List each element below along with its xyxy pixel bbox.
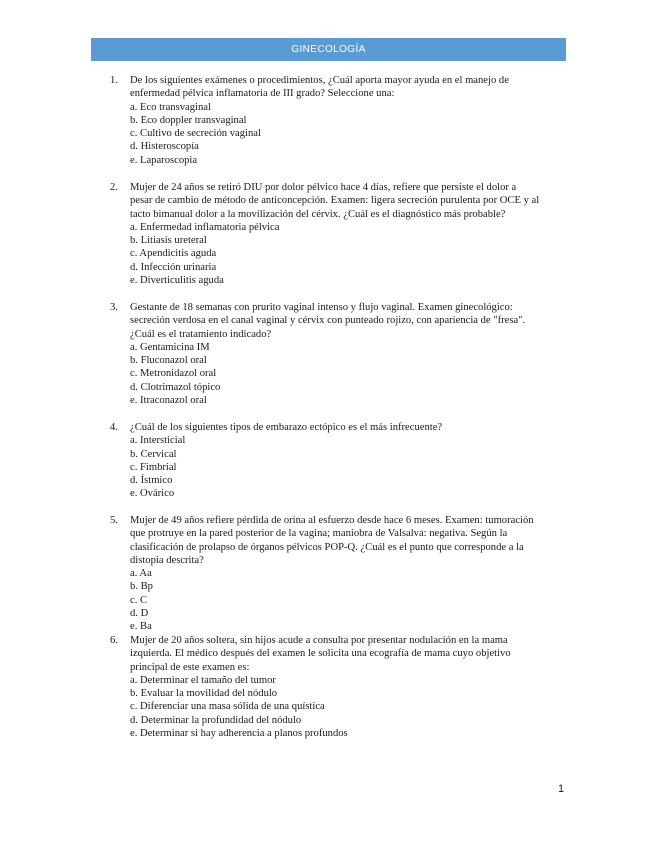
option-d: d. Histeroscopía	[130, 141, 199, 153]
option-d: d. Clotrimazol tópico	[130, 381, 221, 393]
option-c: c. Diferenciar una masa sólida de una quística	[130, 701, 325, 713]
option-b: b. Cervical	[130, 448, 177, 460]
option-c: c. Fimbrial	[130, 461, 177, 473]
question-number: 6.	[110, 635, 118, 646]
question-number: 5.	[110, 515, 118, 526]
option-b: b. Litiasis ureteral	[130, 235, 207, 247]
option-c: c. Cultivo de secreción vaginal	[130, 128, 261, 140]
option-b: b. Fluconazol oral	[130, 355, 207, 367]
option-d: d. D	[130, 608, 149, 620]
option-c: c. C	[130, 594, 148, 606]
option-a: a. Intersticial	[130, 435, 186, 447]
option-a: a. Eco transvaginal	[130, 101, 211, 113]
question-4	[110, 421, 540, 501]
option-a: a. Determinar el tamaño del tumor	[130, 674, 276, 686]
question-6	[110, 634, 540, 740]
question-number: 4.	[110, 422, 118, 433]
option-a: a. Aa	[130, 568, 152, 580]
option-a: a. Gentamicina IM	[130, 341, 210, 353]
option-c: c. Metronidazol oral	[130, 368, 217, 380]
option-b: b. Bp	[130, 581, 153, 593]
option-a: a. Enfermedad inflamatoria pélvica	[130, 221, 280, 233]
question-text: ¿Cuál de los siguientes tipos de embarazo ectópico es el más infrecuente?	[130, 422, 443, 433]
option-e: e. Itraconazol oral	[130, 395, 207, 407]
option-b: b. Eco doppler transvaginal	[130, 114, 247, 126]
question-text: Mujer de 24 años se retiró DIU por dolor pélvico hace 4 días, refiere que persiste el dolor a pesar de cambio de método de anticoncepción. Examen: ligera secreción purulenta por OCE y al tacto bimanual dolor a la movilización del cérvix. ¿Cuál es el diagnóstico más probable?	[130, 182, 540, 220]
option-e: e. Ovárico	[130, 488, 175, 500]
question-5	[110, 514, 540, 634]
option-e: e. Ba	[130, 621, 152, 633]
question-number: 1.	[110, 75, 118, 86]
option-d: d. Determinar la profundidad del nódulo	[130, 714, 302, 726]
page-number: 1	[558, 783, 565, 795]
question-text: Mujer de 49 años refiere pérdida de orina al esfuerzo desde hace 6 meses. Examen: tumoración que protruye en la pared posterior de la vagina; maniobra de Valsalva: negativa. Según la clasificación de prolapso de órganos pélvicos POP-Q. ¿Cuál es el punto que corresponde a la distopia descrita?	[130, 515, 534, 566]
question-2	[110, 181, 540, 287]
page-title: GINECOLOGÍA	[291, 44, 366, 55]
question-number: 3.	[110, 302, 118, 313]
header-banner	[91, 38, 566, 61]
option-d: d. Ístmico	[130, 475, 173, 487]
question-number: 2.	[110, 182, 118, 193]
question-text: De los siguientes exámenes o procedimientos, ¿Cuál aporta mayor ayuda en el manejo de enfermedad pélvica inflamatoria de III grado? Seleccione una:	[130, 75, 509, 100]
question-text: Gestante de 18 semanas con prurito vaginal intenso y flujo vaginal. Examen ginecológico: secreción verdosa en el canal vaginal y cérvix con punteado rojizo, con apariencia de "fresa". ¿Cuál es el tratamiento indicado?	[130, 302, 526, 340]
option-c: c. Apendicitis aguda	[130, 248, 217, 260]
option-b: b. Evaluar la movilidad del nódulo	[130, 688, 278, 700]
option-e: e. Diverticulitis aguda	[130, 275, 224, 287]
question-3	[110, 301, 540, 407]
question-1	[110, 74, 540, 167]
option-e: e. Laparoscopia	[130, 154, 198, 166]
question-text: Mujer de 20 años soltera, sin hijos acude a consulta por presentar nodulación en la mama izquierda. El médico después del examen le solicita una ecografía de mama cuyo objetivo principal de este examen es:	[130, 635, 511, 673]
option-d: d. Infección urinaria	[130, 261, 217, 273]
option-e: e. Determinar si hay adherencia a planos profundos	[130, 728, 348, 740]
